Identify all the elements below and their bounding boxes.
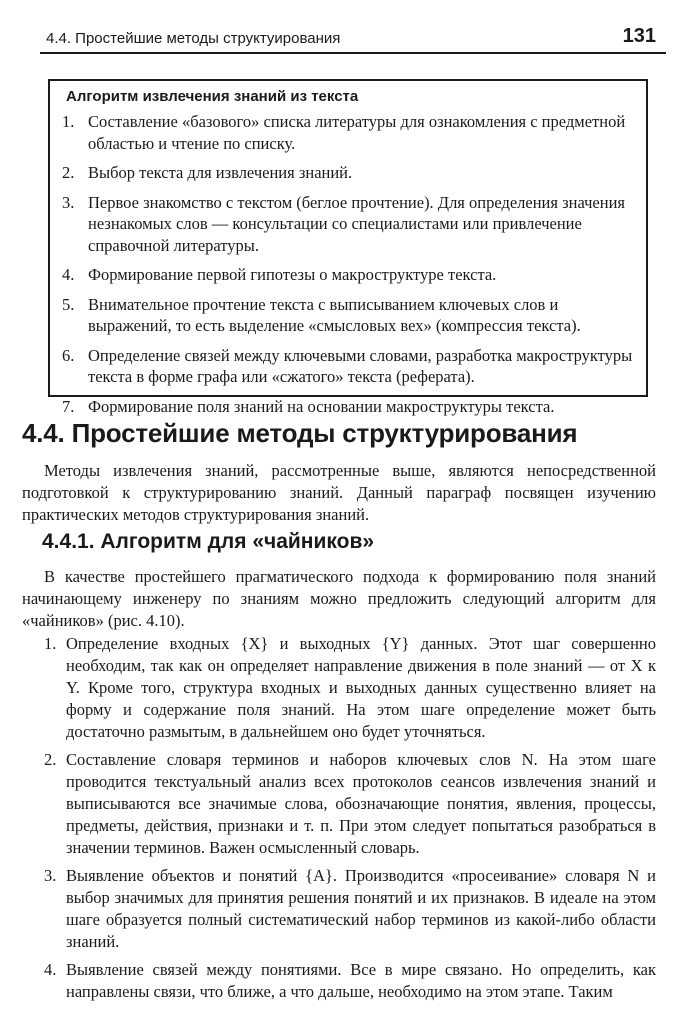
list-item-number: 1. — [62, 112, 75, 131]
list-item — [62, 192, 638, 257]
list-item — [22, 865, 656, 953]
list-item-text: Составление «базового» списка литературы для ознакомления с предметной областью и чтение по списку. — [88, 112, 626, 153]
running-head-title: 4.4. Простейшие методы структуирования — [46, 30, 341, 47]
running-head — [40, 26, 666, 54]
page-number: 131 — [622, 25, 656, 47]
algorithm-steps-list — [62, 111, 638, 425]
list-item — [62, 111, 638, 154]
subsection-intro-paragraph: В качестве простейшего прагматического подхода к формированию поля знаний начинающему инженеру по знаниям можно предложить следующий алгоритм для «чайников» (рис. 4.10). — [22, 567, 656, 630]
list-item-text: Составление словаря терминов и наборов ключевых слов N. На этом шаге проводится текстуальный анализ всех протоколов сеансов извлечения знаний и выписываются все значимые слова, обозначающие понятия, явления, процессы, предметы, действия, признаки и т. п. При этом следует попытаться разобраться в значении терминов. Важен осмысленный словарь. — [66, 750, 656, 857]
dummies-algorithm-list — [22, 633, 656, 1009]
list-item-number: 1. — [44, 634, 57, 653]
list-item-number: 2. — [62, 163, 75, 182]
list-item-number: 3. — [44, 866, 57, 885]
list-item-text: Определение связей между ключевыми словами, разработка макроструктуры текста в форме графа или «сжатого» текста (реферата). — [88, 345, 633, 386]
list-item-number: 3. — [62, 192, 75, 212]
list-item-text: Определение входных {X} и выходных {Y} данных. Этот шаг совершенно необходим, так как он определяет направление движения в поле знаний — от X к Y. Кроме того, структура входных и выходных данных существенно влияет на форму и содержание поля знаний. На этом шаге определение может быть достаточно размытым, в дальнейшем оно будет уточняться. — [66, 634, 656, 741]
list-item — [22, 959, 656, 1003]
algorithm-box-title: Алгоритм извлечения знаний из текста — [66, 88, 359, 105]
list-item-text: Выявление объектов и понятий {A}. Производится «просеивание» словаря N и выбор значимых для принятия решения понятий и их признаков. В идеале на этом шаге образуется полный систематический набор терминов из какой-либо области знаний. — [66, 866, 656, 951]
list-item-text: Первое знакомство с текстом (беглое прочтение). Для определения значения незнакомых слов — консультации со специалистами или привлечение справочной литературы. — [88, 192, 625, 255]
list-item-text: Внимательное прочтение текста с выписыванием ключевых слов и выражений, то есть выделение «смысловых вех» (компрессия текста). — [88, 294, 581, 335]
list-item-number: 6. — [62, 345, 75, 365]
subsection-heading: 4.4.1. Алгоритм для «чайников» — [42, 530, 375, 553]
list-item — [22, 633, 656, 743]
list-item-text: Формирование поля знаний на основании макроструктуры текста. — [88, 396, 555, 416]
list-item — [62, 396, 638, 418]
list-item-number: 4. — [62, 265, 75, 284]
list-item-number: 5. — [62, 294, 75, 314]
section-intro-paragraph: Методы извлечения знаний, рассмотренные выше, являются непосредственной подготовкой к структурированию знаний. Данный параграф посвящен изучению практических методов структурирования знаний. — [22, 461, 656, 524]
list-item — [62, 264, 638, 286]
list-item — [62, 345, 638, 388]
list-item-number: 2. — [44, 750, 57, 769]
algorithm-box — [48, 79, 648, 416]
list-item-number: 4. — [44, 960, 57, 979]
section-heading: 4.4. Простейшие методы структурирования — [22, 418, 578, 448]
list-item — [62, 294, 638, 337]
list-item-text: Формирование первой гипотезы о макроструктуре текста. — [88, 265, 497, 284]
list-item-text: Выбор текста для извлечения знаний. — [88, 163, 353, 182]
list-item — [22, 749, 656, 859]
list-item-text: Выявление связей между понятиями. Все в мире связано. Но определить, как направлены связи, что ближе, а что дальше, необходимо на этом этапе. Таким — [66, 960, 656, 1001]
list-item-number: 7. — [62, 396, 75, 416]
list-item — [62, 162, 638, 184]
